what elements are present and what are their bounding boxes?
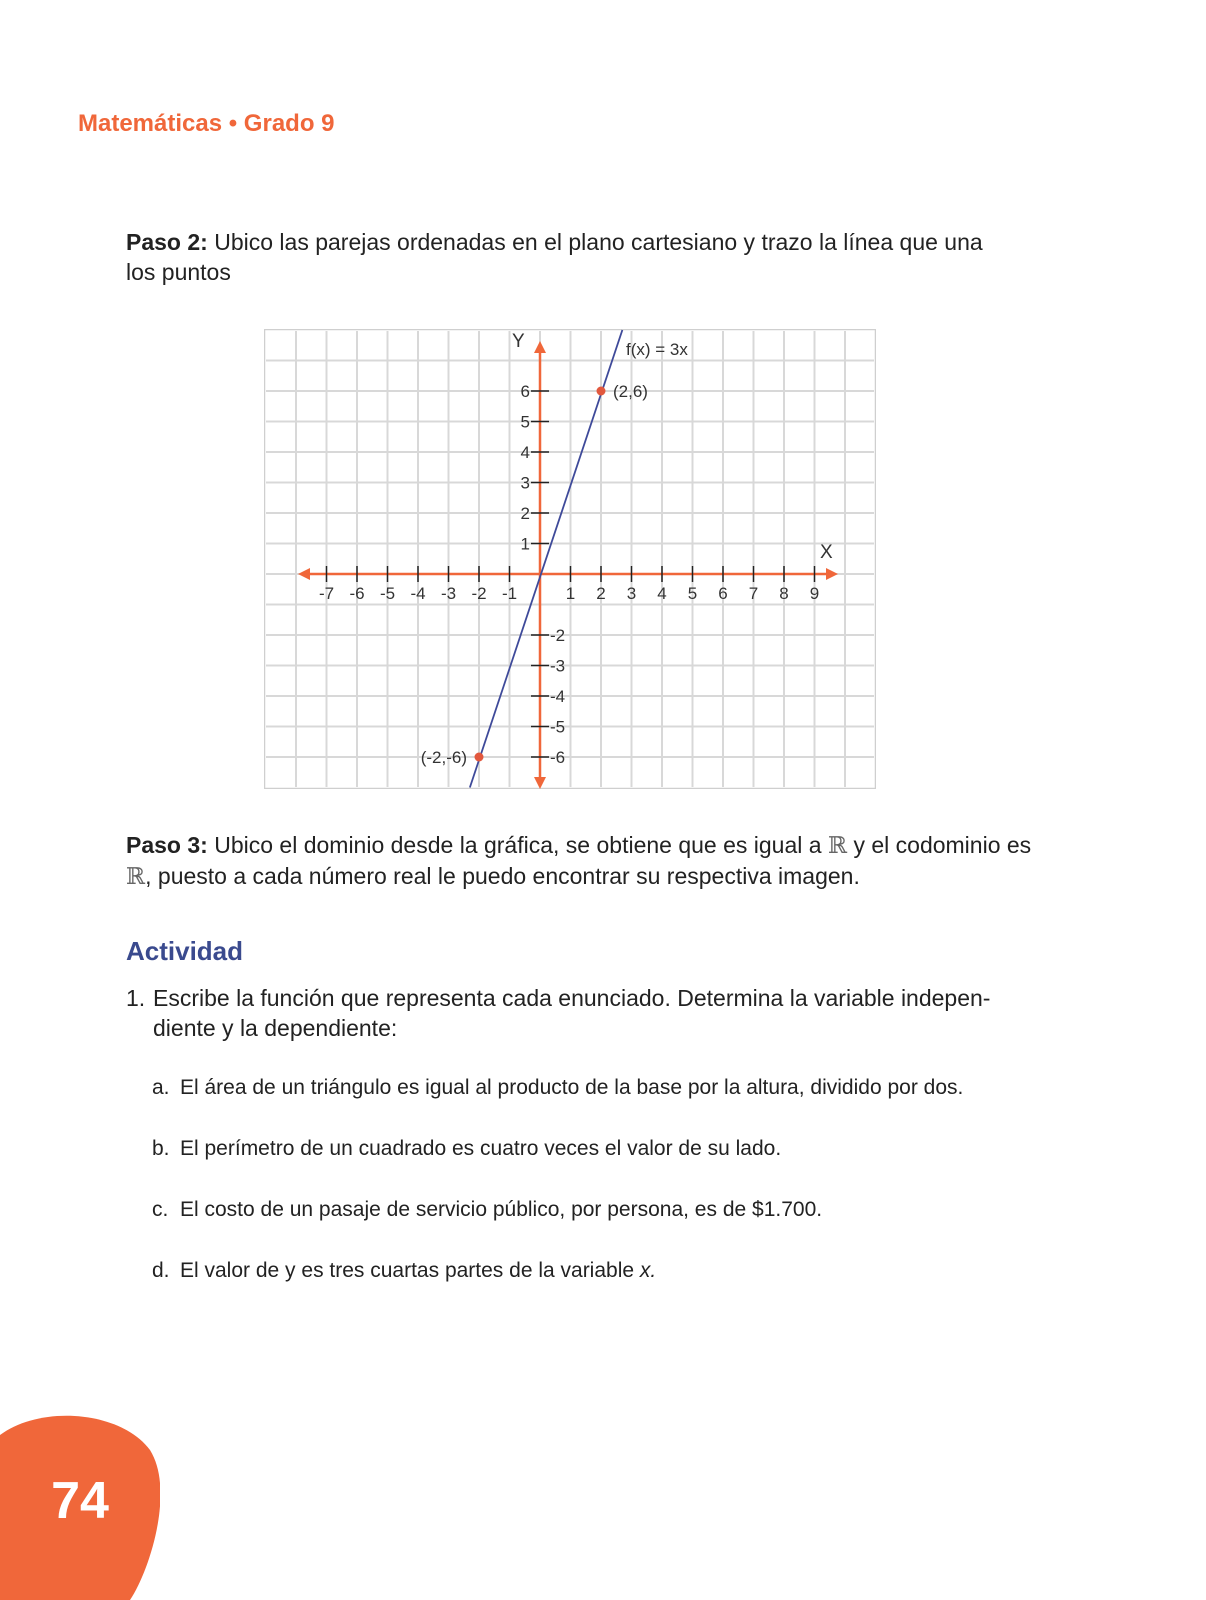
- x-tick-label: 7: [748, 584, 759, 603]
- subitem-letter: c.: [152, 1198, 169, 1221]
- cartesian-plane-graph: [264, 329, 876, 789]
- function-label: f(x) = 3x: [626, 340, 688, 359]
- x-tick-label: -6: [349, 584, 365, 603]
- subitem-d: [152, 1257, 656, 1285]
- x-tick-label: 4: [657, 584, 667, 603]
- step-3-text-a: Ubico el dominio desde la gráfica, se obtiene que es igual a: [207, 832, 828, 858]
- subitem-text: El área de un triángulo es igual al producto de la base por la altura, dividido por dos.: [180, 1076, 964, 1099]
- subitem-c: [152, 1196, 822, 1224]
- step-2-paragraph: [126, 227, 1006, 287]
- x-tick-label: 5: [687, 584, 698, 603]
- x-tick-label: -3: [440, 584, 457, 603]
- x-tick-label: -1: [501, 584, 518, 603]
- step-2-label: Paso 2:: [126, 229, 208, 255]
- subitem-b: [152, 1135, 781, 1163]
- subitem-a: [152, 1074, 963, 1102]
- x-tick-label: 9: [809, 584, 820, 603]
- real-numbers-symbol: ℝ: [827, 833, 848, 859]
- y-tick-label: -5: [550, 717, 566, 737]
- y-tick-label: -4: [550, 687, 566, 706]
- y-tick-label: -3: [550, 656, 566, 676]
- x-tick-label: 3: [626, 584, 637, 603]
- y-tick-label: 5: [520, 412, 530, 432]
- x-tick-label: 1: [565, 584, 576, 603]
- x-tick-label: 6: [718, 584, 728, 603]
- real-numbers-symbol: ℝ: [126, 864, 146, 890]
- y-tick-label: -2: [550, 626, 566, 645]
- subitem-letter: b.: [152, 1137, 170, 1160]
- x-tick-label: -2: [471, 584, 487, 603]
- data-point: [597, 387, 606, 396]
- x-tick-label: -5: [379, 584, 396, 603]
- step-3-text-b: y el codominio es: [847, 832, 1032, 858]
- step-3-paragraph: [126, 830, 1056, 892]
- activity-item-1: [126, 983, 1026, 1043]
- x-tick-label: -4: [410, 584, 426, 603]
- y-tick-label: 4: [520, 443, 530, 462]
- x-tick-label: 2: [596, 584, 606, 603]
- item-number: 1.: [126, 985, 146, 1011]
- subitem-letter: d.: [152, 1259, 170, 1282]
- y-tick-label: -6: [550, 748, 566, 767]
- data-point-label: (2,6): [613, 382, 648, 401]
- data-point-label: (-2,-6): [420, 748, 467, 767]
- subitem-variable: x.: [639, 1259, 657, 1282]
- subitem-text: El costo de un pasaje de servicio público, por persona, es de $1.700.: [180, 1198, 823, 1221]
- data-point: [475, 753, 484, 762]
- subitem-text: El valor de y es tres cuartas partes de la variable: [180, 1259, 640, 1282]
- x-tick-label: -7: [318, 584, 335, 603]
- subitem-text: El perímetro de un cuadrado es cuatro veces el valor de su lado.: [180, 1137, 782, 1160]
- y-tick-label: 1: [520, 534, 530, 554]
- y-tick-label: 3: [520, 473, 530, 493]
- step-3-label: Paso 3:: [126, 832, 208, 858]
- step-2-text: Ubico las parejas ordenadas en el plano cartesiano y trazo la línea que una los puntos: [126, 229, 983, 285]
- y-axis-label: Y: [512, 331, 525, 352]
- activity-heading: Actividad: [126, 936, 244, 966]
- y-tick-label: 6: [520, 382, 530, 401]
- step-3-text-c: , puesto a cada número real le puedo encontrar su respectiva imagen.: [145, 863, 860, 889]
- item-text: Escribe la función que representa cada enunciado. Determina la variable indepen-diente y la dependiente:: [153, 985, 991, 1041]
- running-header: Matemáticas • Grado 9: [78, 110, 335, 137]
- x-tick-label: 8: [779, 584, 789, 603]
- y-tick-label: 2: [520, 504, 530, 523]
- page-number: 74: [51, 1472, 109, 1530]
- subitem-letter: a.: [152, 1076, 170, 1099]
- page-number-badge: [0, 1410, 160, 1600]
- x-axis-label: X: [820, 542, 833, 563]
